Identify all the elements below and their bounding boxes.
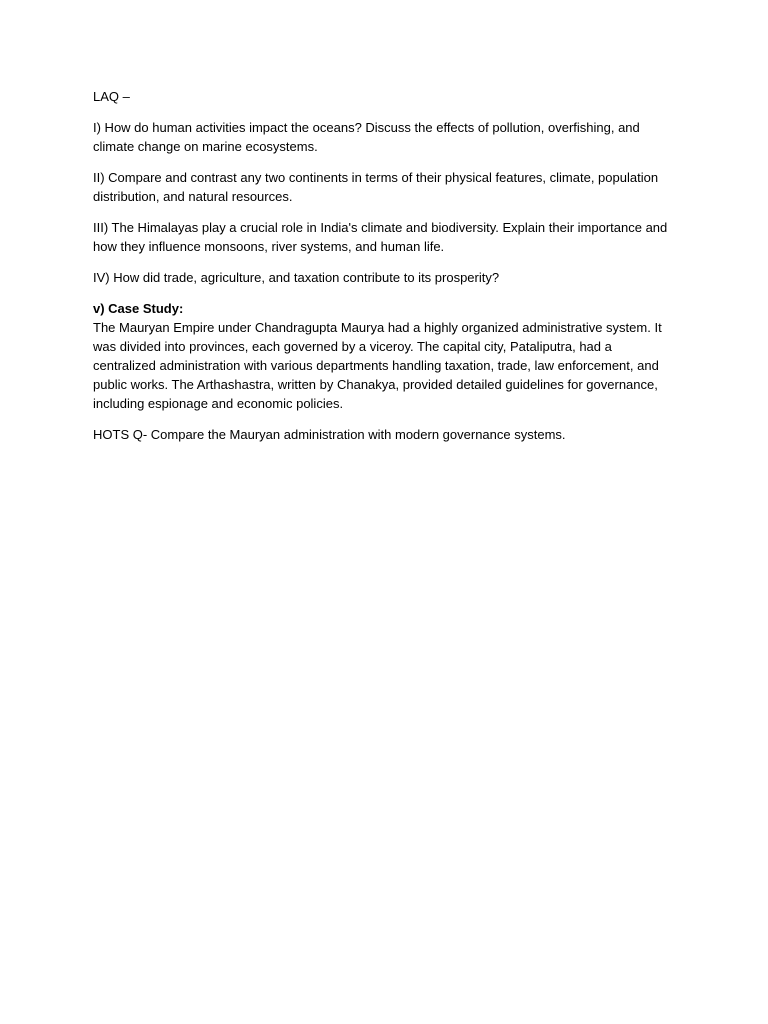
- case-study-label: v) Case Study:: [93, 301, 184, 316]
- question-2: II) Compare and contrast any two continents in terms of their physical features, climate, population distribution, and natural resources.: [93, 170, 659, 204]
- hots-question: HOTS Q- Compare the Mauryan administration with modern governance systems.: [93, 427, 566, 442]
- section-heading: LAQ –: [93, 89, 130, 104]
- document-page: [93, 87, 678, 456]
- question-3: III) The Himalayas play a crucial role in India's climate and biodiversity. Explain their importance and how they influence monsoons, river systems, and human life.: [93, 220, 668, 254]
- case-study-text: The Mauryan Empire under Chandragupta Maurya had a highly organized administrative system. It was divided into provinces, each governed by a viceroy. The capital city, Pataliputra, had a centralized administration with various departments handling taxation, trade, law enforcement, and public works. The Arthashastra, written by Chanakya, provided detailed guidelines for governance, including espionage and economic policies.: [93, 320, 662, 411]
- question-1: I) How do human activities impact the oceans? Discuss the effects of pollution, overfishing, and climate change on marine ecosystems.: [93, 120, 640, 154]
- question-4: IV) How did trade, agriculture, and taxation contribute to its prosperity?: [93, 270, 500, 285]
